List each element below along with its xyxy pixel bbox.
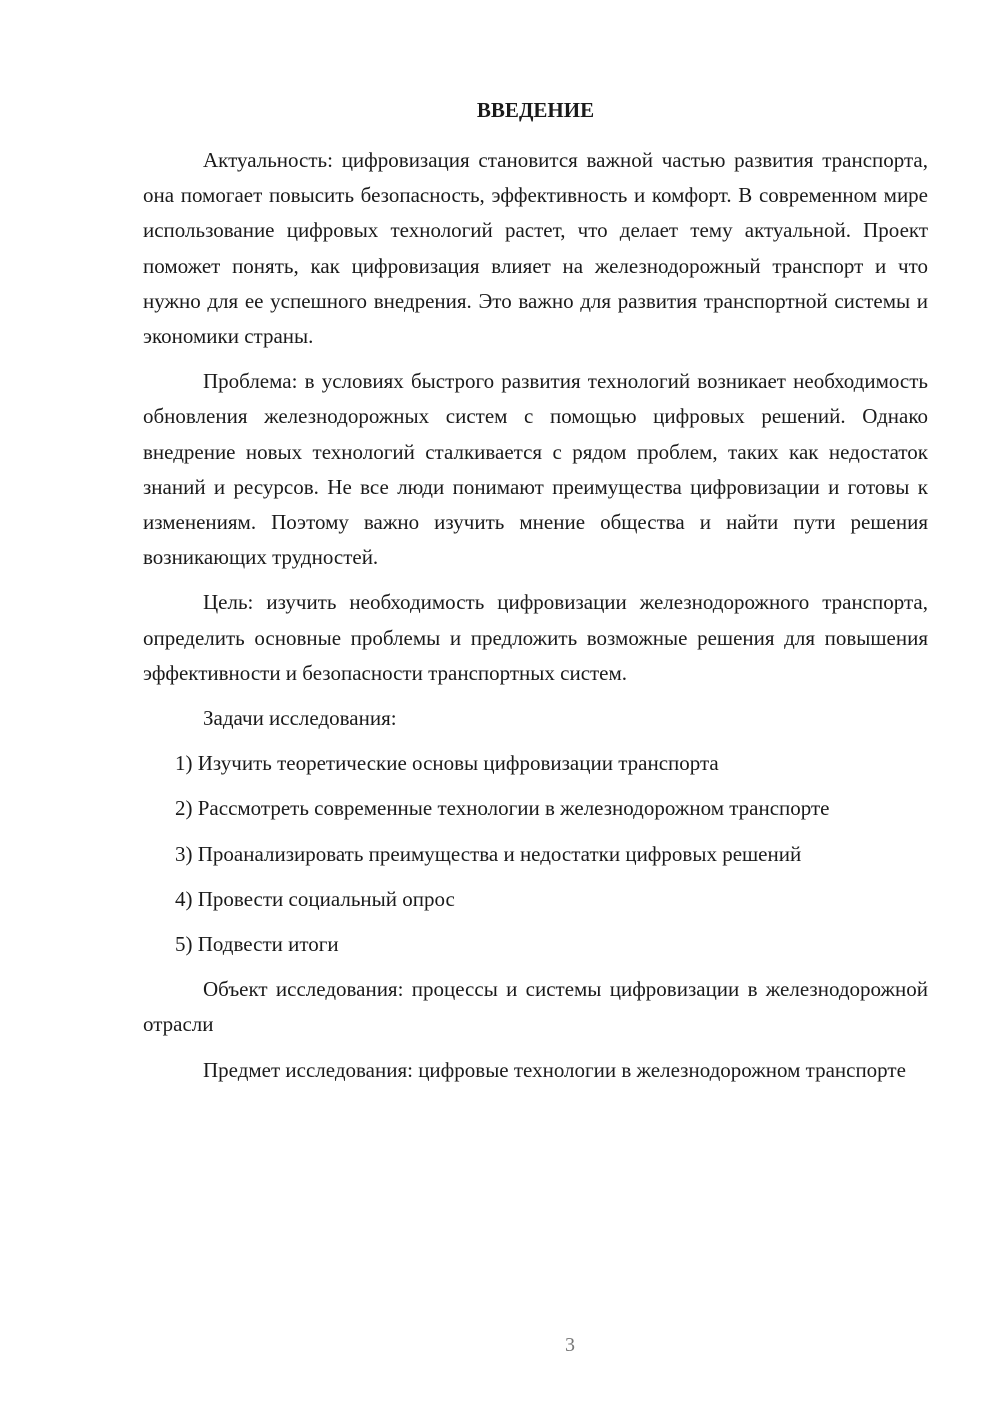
goal-paragraph: Цель: изучить необходимость цифровизации железнодорожного транспорта, определить основные проблемы и предложить возможные решения для повышения эффективности и безопасности транспортных систем.: [143, 590, 928, 685]
task-item-1: 1) Изучить теоретические основы цифровизации транспорта: [175, 751, 719, 776]
task-item-4: 4) Провести социальный опрос: [175, 886, 455, 911]
task-item-3: 3) Проанализировать преимущества и недостатки цифровых решений: [175, 841, 802, 866]
object-paragraph: Объект исследования: процессы и системы цифровизации в железнодорожной отрасли: [143, 977, 928, 1037]
document-body: [143, 88, 928, 1098]
relevance-paragraph: Актуальность: цифровизация становится важной частью развития транспорта, она помогает повысить безопасность, эффективность и комфорт. В современном мире использование цифровых технологий растет, что делает тему актуальной. Проект поможет понять, как цифровизация влияет на железнодорожный транспорт и что нужно для ее успешного внедрения. Это важно для развития транспортной системы и экономики страны.: [143, 148, 928, 349]
task-item-2: 2) Рассмотреть современные технологии в железнодорожном транспорте: [175, 796, 830, 821]
tasks-title: Задачи исследования:: [203, 706, 397, 731]
subject-paragraph: Предмет исследования: цифровые технологии в железнодорожном транспорте: [203, 1057, 906, 1082]
problem-paragraph: Проблема: в условиях быстрого развития технологий возникает необходимость обновления железнодорожных систем с помощью цифровых решений. Однако внедрение новых технологий сталкивается с рядом проблем, таких как недостаток знаний и ресурсов. Не все люди понимают преимущества цифровизации и готовы к изменениям. Поэтому важно изучить мнение общества и найти пути решения возникающих трудностей.: [143, 369, 928, 570]
page-number: 3: [565, 1334, 575, 1356]
task-item-5: 5) Подвести итоги: [175, 932, 339, 957]
page-title: ВВЕДЕНИЕ: [476, 98, 595, 122]
